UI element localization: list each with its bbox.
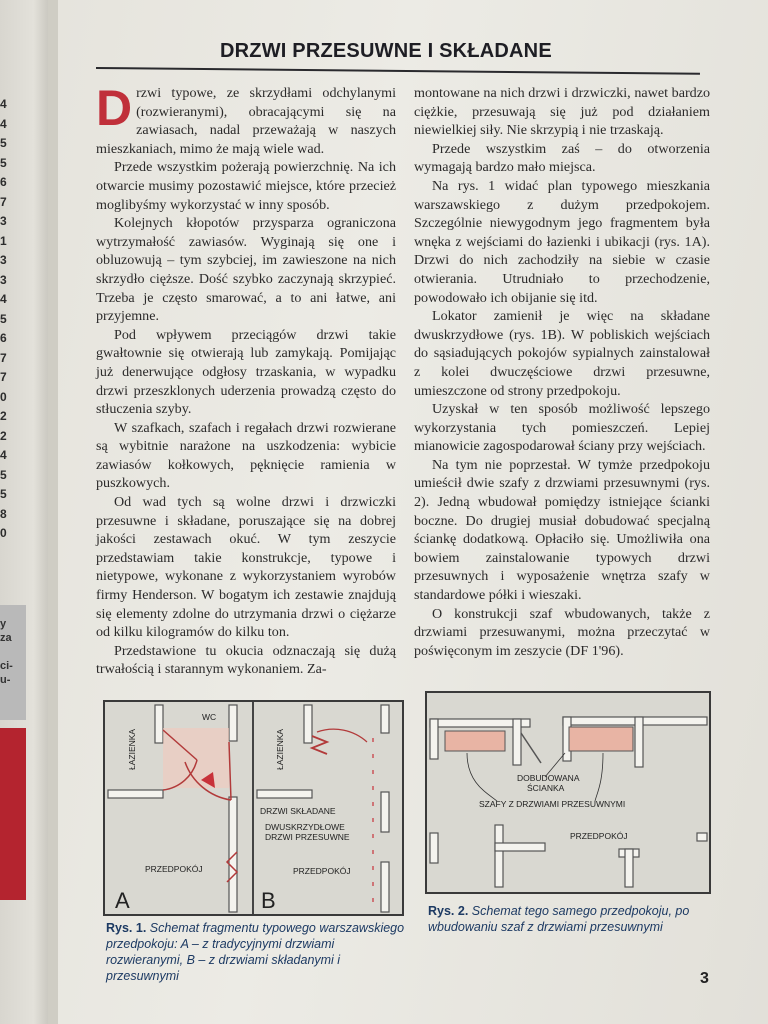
left-number: 0 <box>0 526 7 540</box>
left-number: 6 <box>0 175 7 189</box>
scianka-label: ŚCIANKA <box>527 783 565 793</box>
folding-door <box>312 736 327 754</box>
panel-b-label: B <box>261 888 276 913</box>
left-box-line: y <box>0 618 7 630</box>
paragraph-text: rzwi typowe, ze skrzydłami odchylanymi (rozwieranymi), obracającymi się na zawiasach, nadal przeważają w naszych mieszkaniach, mimo że mają wiele wad. <box>96 85 396 157</box>
paragraph: Na tym nie poprzestał. W tymże przedpokoju umieścił dwie szafy z drzwiami przesuwnymi (rys. 2). Jedną wbudował pomiędzy istniejące ścianki boczne. Do drugiej musiał dobudować specjalną ściankę dodatkową. Opłaciło się. Umożliwiła ona bowiem zainstalowanie typowych drzwi przesuwnych i wyposażenie wnętrza szafy w standardowe półki i wieszaki. <box>414 456 710 604</box>
left-number: 3 <box>0 214 7 228</box>
paragraph: Kolejnych kłopotów przysparza ograniczona wytrzymałość zawiasów. Wyginają się one i obluzowują – tym szybciej, im zawieszone na nich skrzydło cięższe. Dość szybko zaczynają skrzypieć. Trzeba je często smarować, a to ani łatwe, ani przyjemne. <box>96 215 396 325</box>
caption-text: Schemat tego samego przedpokoju, po wbudowaniu szaf z drzwiami przesuwnymi <box>428 904 690 934</box>
wardrobe-2 <box>569 727 633 751</box>
wall <box>155 705 163 743</box>
wardrobe-1 <box>445 731 505 751</box>
left-number: 2 <box>0 409 7 423</box>
paragraph: Przedstawione tu okucia odznaczają się dużą trwałością i starannym wykonaniem. Za- <box>96 642 396 678</box>
left-number: 0 <box>0 389 7 404</box>
left-number: 4 <box>0 292 7 306</box>
left-number: 5 <box>0 487 7 501</box>
figure-2-floor-plan <box>425 691 711 894</box>
figure-1-caption <box>106 920 406 984</box>
wall <box>381 862 389 912</box>
wall <box>257 790 312 798</box>
left-box-line: za <box>0 632 12 644</box>
paragraph: montowane na nich drzwi i drzwiczki, nawet bardzo ciężkie, przesuwają się już pod działaniem niewielkiej siły. Nie skrzypią i nie trzaskają. <box>414 85 710 139</box>
left-number: 3 <box>0 253 7 267</box>
article-title: DRZWI PRZESUWNE I SKŁADANE <box>220 40 552 62</box>
left-number: 4 <box>0 116 7 131</box>
wc-label: WC <box>202 712 217 722</box>
previous-page-edge <box>0 0 48 1024</box>
przedpokoj-a-label: PRZEDPOKÓJ <box>145 864 203 874</box>
left-number: 3 <box>0 272 7 287</box>
figure-1-drawing <box>105 702 402 914</box>
text-column-right <box>414 84 710 660</box>
paragraph: Pod wpływem przeciągów drzwi takie gwałtownie się otwierają lub zamykają. Pomijając już denerwujące odgłosy trzaskania, w wypadku drzwi przeszklonych uderzenia prowadzą często do stłuczenia szyby. <box>96 326 396 418</box>
wall <box>495 843 545 851</box>
caption-text: Schemat fragmentu typowego warszawskiego przedpokoju: A – z tradycyjnymi drzwiami rozwieranymi, B – z drzwiami składanymi i przesuwnymi <box>106 921 405 983</box>
previous-page-red-block <box>0 728 26 900</box>
leader-line <box>595 753 603 801</box>
wall <box>495 825 503 887</box>
left-number: 6 <box>0 331 7 345</box>
left-number: 5 <box>0 467 7 482</box>
drzwi-przesuwne-label: DRZWI PRZESUWNE <box>265 832 350 842</box>
wall <box>625 849 633 887</box>
left-number: 5 <box>0 155 7 170</box>
left-number: 5 <box>0 136 7 150</box>
caption-label: Rys. 2. <box>428 904 469 918</box>
left-number: 7 <box>0 350 7 365</box>
figure-1-floor-plan <box>103 700 404 916</box>
leader-line <box>467 753 497 801</box>
paragraph: Na rys. 1 widać plan typowego mieszkania warszawskiego z dużym przedpokojem. Szczególnie niewygodnym jego fragmentem była wnęka z wejściami do łazienki i ubikacji (rys. 1A). Drzwi do nich zachodziły na siebie w czasie otwierania. Utrudniało to przechodzenie, powodowało ich obijanie się itd. <box>414 177 710 306</box>
door-line <box>521 733 541 763</box>
wall <box>108 790 163 798</box>
wall <box>430 719 438 759</box>
text-column-left <box>96 80 396 679</box>
previous-page-grey-box <box>0 605 26 720</box>
drzwi-skladane-label: DRZWI SKŁADANE <box>260 806 336 816</box>
left-number: 7 <box>0 194 7 209</box>
paragraph: O konstrukcji szaf wbudowanych, także z drzwiami przesuwanymi, można przeczytać w poświęconym im zeszycie (DF 1'96). <box>414 605 710 659</box>
dwuskrzydlowe-label: DWUSKRZYDŁOWE <box>265 822 345 832</box>
dobudowana-label: DOBUDOWANA <box>517 773 580 783</box>
wall <box>229 705 237 741</box>
wall <box>304 705 312 743</box>
page-number: 3 <box>700 970 709 987</box>
paragraph: Od wad tych są wolne drzwi i drzwiczki przesuwne i składane, poruszające się na dobrej jakości zestawach okuć. W tym zeszycie przedstawiam takie konstrukcje, typowe i nietypowe, wykonane z wykorzystaniem wyrobów firmy Henderson. W bogatym ich zestawie znajdują się elementy zdolne do utrzymania drzwi o ciężarze od kilku kilogramów do kilku ton. <box>96 494 396 641</box>
drop-cap: D <box>96 80 133 136</box>
left-number: 2 <box>0 428 7 443</box>
paragraph: Lokator zamienił je więc na składane dwuskrzydłowe (rys. 1B). W pobliskich wejściach do sąsiadujących pokojów sypialnych zainstalował z kolei dwuczęściowe drzwi przesuwne, umieszczone od strony przedpokoju. <box>414 308 710 399</box>
left-box-line <box>0 645 26 659</box>
szafy-label: SZAFY Z DRZWIAMI PRZESUWNYMI <box>479 799 626 809</box>
lazienka-a-label: ŁAZIENKA <box>127 728 137 770</box>
door-swing-area <box>163 728 229 788</box>
left-number: 4 <box>0 448 7 462</box>
przedpokoj-b-label: PRZEDPOKÓJ <box>293 866 351 876</box>
wall <box>635 717 643 767</box>
figure-2-drawing <box>427 693 709 892</box>
left-number: 1 <box>0 233 7 248</box>
wall <box>430 833 438 863</box>
left-number: 7 <box>0 370 7 384</box>
wall <box>697 833 707 841</box>
left-number: 8 <box>0 506 7 521</box>
wall <box>513 719 521 765</box>
wall <box>381 792 389 832</box>
left-box-line: ci- <box>0 660 13 672</box>
left-box-line: u- <box>0 674 11 686</box>
left-number: 5 <box>0 311 7 326</box>
wall <box>381 705 389 733</box>
figure-2-caption <box>428 903 718 935</box>
przedpokoj-label: PRZEDPOKÓJ <box>570 831 628 841</box>
previous-page-numbers <box>0 95 16 544</box>
paragraph: W szafkach, szafach i regałach drzwi rozwierane są wybitnie narażone na uszkodzenia: wybicie zawiasów kołkowych, pęknięcie ramienia w puszkowych. <box>96 419 396 492</box>
panel-a-label: A <box>115 888 130 913</box>
paragraph: Przede wszystkim zaś – do otworzenia wymagają bardzo mało miejsca. <box>414 140 710 176</box>
left-number: 4 <box>0 97 7 111</box>
caption-label: Rys. 1. <box>106 921 147 935</box>
paragraph <box>96 80 396 158</box>
paragraph: Uzyskał w ten sposób możliwość lepszego wykorzystania tych pomieszczeń. Lepiej mianowicie zagospodarował ściany przy wejściach. <box>414 401 710 455</box>
lazienka-b-label: ŁAZIENKA <box>275 728 285 770</box>
paragraph: Przede wszystkim pożerają powierzchnię. Na ich otwarcie musimy pozostawić miejsce, które przecież moglibyśmy wykorzystać w inny sposób. <box>96 159 396 213</box>
wall <box>229 797 237 912</box>
